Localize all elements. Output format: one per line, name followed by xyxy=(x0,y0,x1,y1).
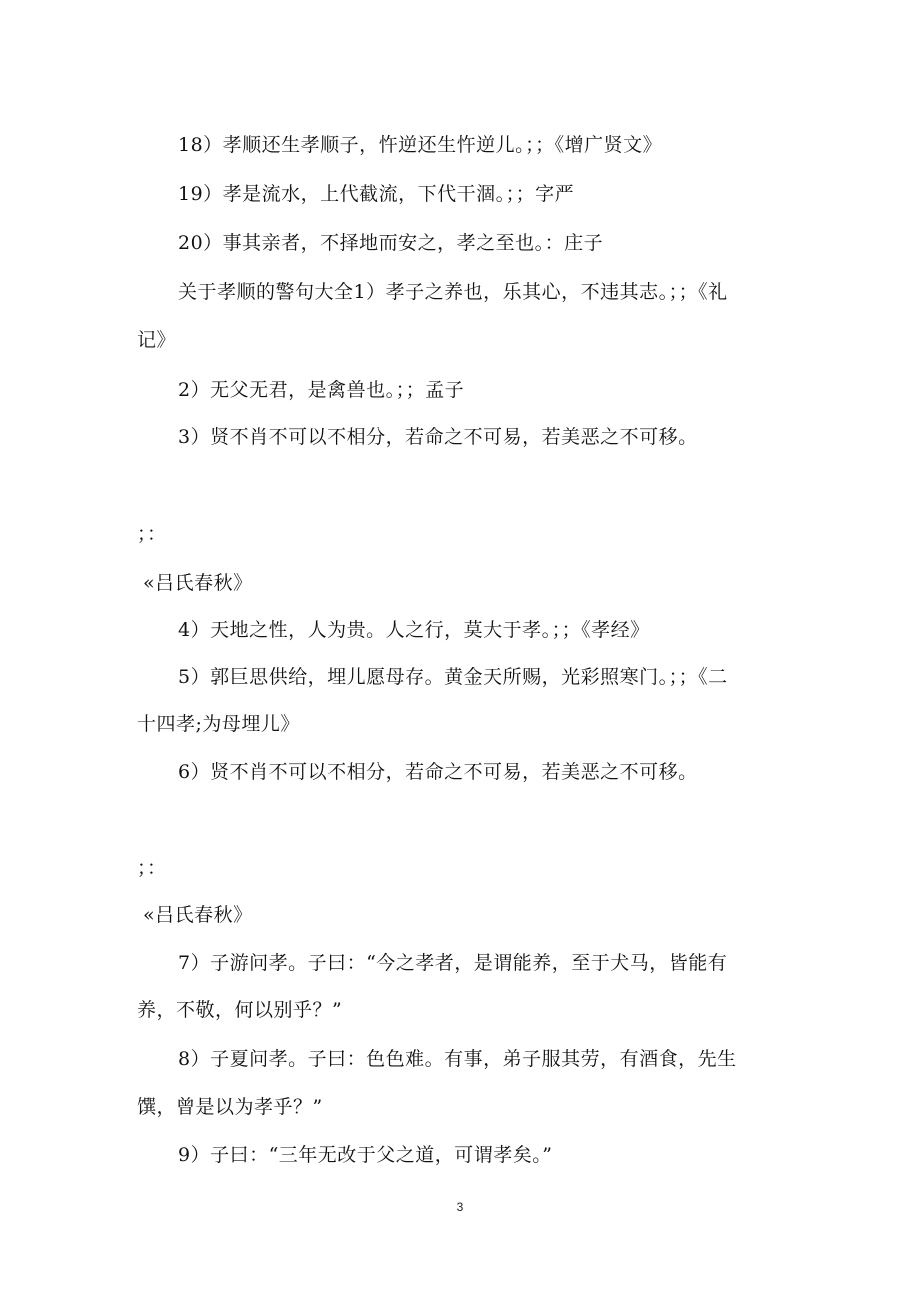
page-number: 3 xyxy=(456,1200,464,1214)
text-line-6: 6）贤不肖不可以不相分，若命之不可易，若美恶之不可移。 xyxy=(178,761,698,783)
text-line-punct-1: ；： xyxy=(137,523,167,545)
text-line-8-cont: 馔，曾是以为孝乎？” xyxy=(137,1096,323,1118)
text-line-3: 3）贤不肖不可以不相分，若命之不可易，若美恶之不可移。 xyxy=(178,426,698,448)
text-line-4: 4）天地之性，人为贵。人之行，莫大于孝。；；《孝经》 xyxy=(178,619,650,641)
text-line-5: 5）郭巨思供给，埋儿愿母存。黄金天所赐，光彩照寒门。；；《二 xyxy=(178,666,728,688)
text-line-8: 8）子夏问孝。子曰：色色难。有事，弟子服其劳，有酒食，先生 xyxy=(178,1048,737,1070)
text-line-7: 7）子游问孝。子曰：“今之孝者，是谓能养，至于犬马，皆能有 xyxy=(178,952,728,974)
text-line-heading-1-cont: 记》 xyxy=(137,329,177,351)
text-line-7-cont: 养，不敬，何以别乎？” xyxy=(137,999,343,1021)
text-line-punct-2: ；： xyxy=(137,857,167,879)
text-line-source-1: «吕氏春秋》 xyxy=(143,572,253,594)
text-line-heading-1: 关于孝顺的警句大全1）孝子之养也，乐其心，不违其志。；；《礼 xyxy=(178,281,728,303)
text-line-9: 9）子曰：“三年无改于父之道，可谓孝矣。” xyxy=(178,1144,553,1166)
text-line-19: 19）孝是流水，上代截流，下代干涸。；；字严 xyxy=(178,183,575,205)
text-line-2: 2）无父无君，是禽兽也。；；孟子 xyxy=(178,379,465,401)
text-line-18: 18）孝顺还生孝顺子，忤逆还生忤逆儿。；；《增广贤文》 xyxy=(178,134,663,156)
text-line-source-2: «吕氏春秋》 xyxy=(143,904,253,926)
text-line-20: 20）事其亲者，不择地而安之，孝之至也。：庄子 xyxy=(178,232,604,254)
text-line-5-cont: 十四孝;为母埋儿》 xyxy=(137,713,300,735)
